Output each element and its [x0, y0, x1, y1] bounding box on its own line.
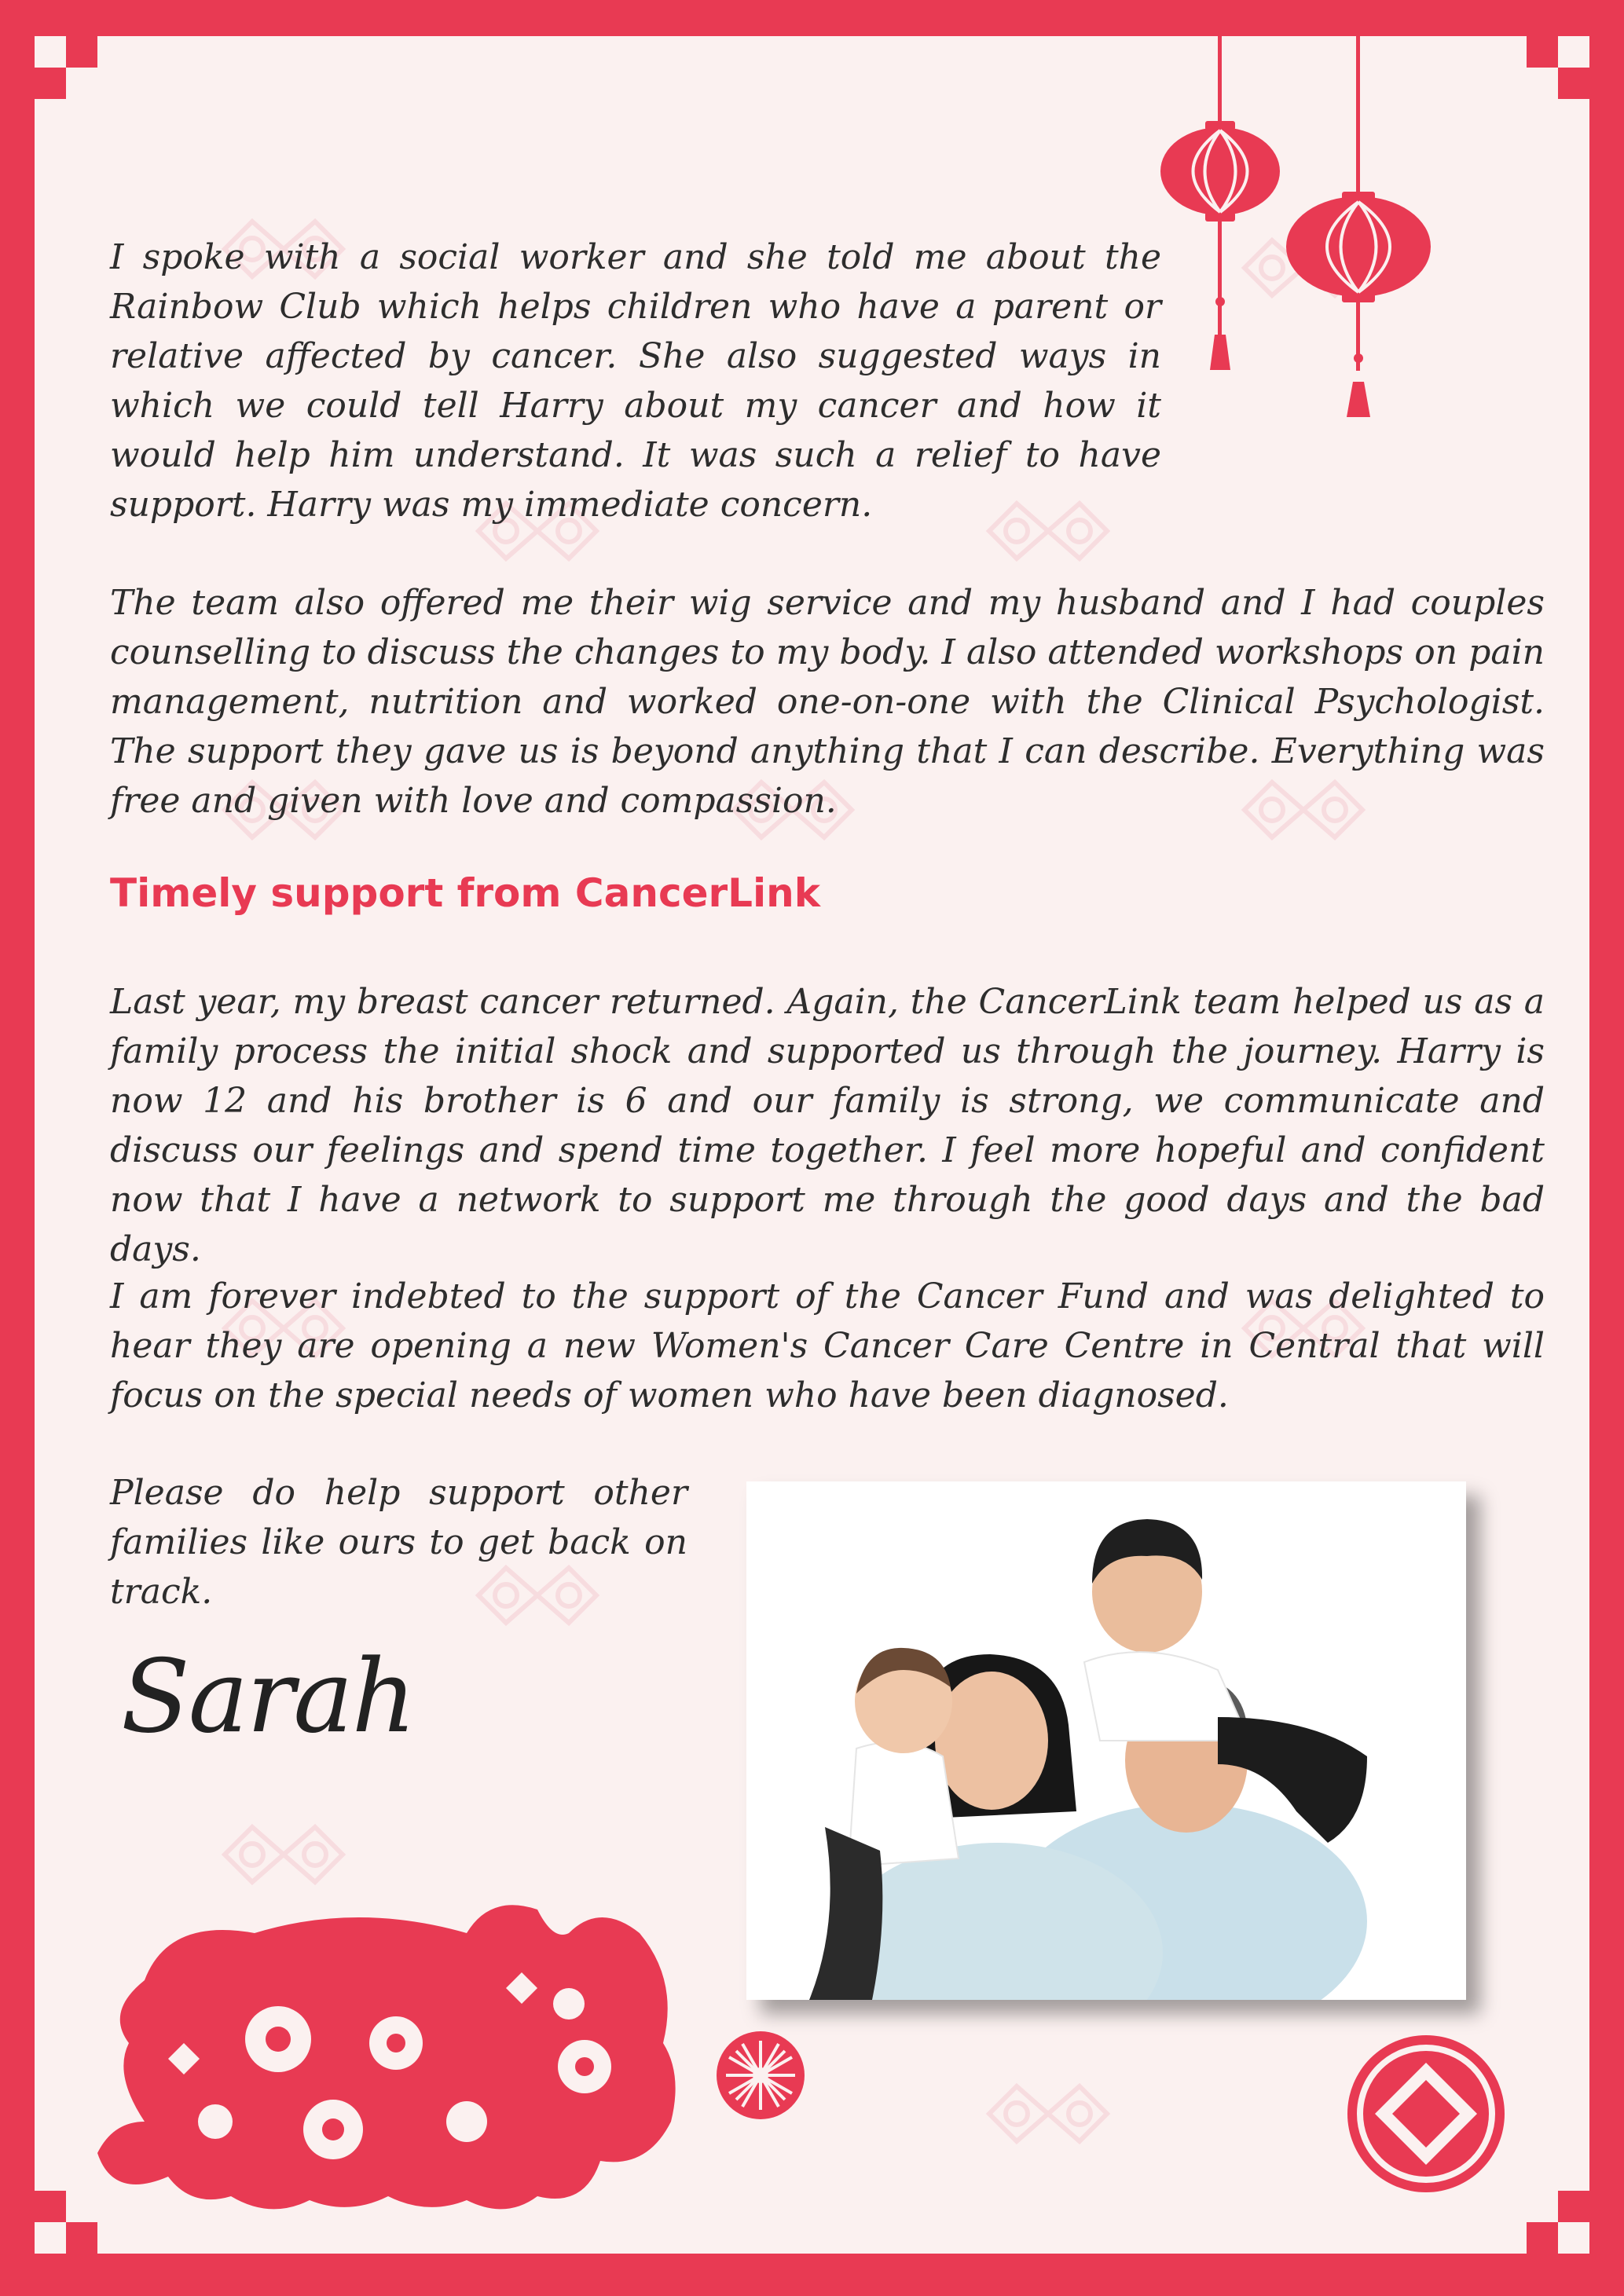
paragraph-cancer-returned: Last year, my breast cancer returned. Again, the CancerLink team helped us as a family process the initial shock and supported us through the journey. Harry is now 12 and his brother is 6 and our family is strong, we communicate and discuss our feelings and spend time together. I feel more hopeful and confident now that I have a network to support me through the good days and the bad days.	[110, 982, 1545, 1269]
letter-page	[35, 36, 1589, 2254]
paragraph-wig-service: The team also offered me their wig service and my husband and I had couples counselling to discuss the changes to my body. I also attended workshops on pain management, nutrition and worked one-on-one with the Clinical Psychologist. The support they gave us is beyond anything that I can describe. Everything was free and given with love and compassion.	[110, 583, 1545, 821]
signature: Sarah	[121, 1639, 415, 1756]
coin-icon	[1344, 2031, 1509, 2196]
paragraph-cancer-fund: I am forever indebted to the support of the Cancer Fund and was delighted to hear they are opening a new Women's Cancer Care Centre in Central that will focus on the special needs of women who have been diagnosed.	[110, 1276, 1545, 1415]
sun-burst-icon	[715, 2030, 806, 2121]
corner-ornament	[35, 2191, 97, 2254]
paragraph-social-worker: I spoke with a social worker and she told me about the Rainbow Club which helps children who have a parent or relative affected by cancer. She also suggested ways in which we could tell Harry about my cancer and how it would help him understand. It was such a relief to have support. Harry was my immediate concern.	[110, 237, 1161, 525]
corner-ornament	[1527, 2191, 1589, 2254]
corner-ornament	[1527, 36, 1589, 99]
hanging-lantern-icon	[1158, 36, 1488, 429]
family-photo	[746, 1481, 1466, 2000]
paper-cut-pig-icon	[97, 1886, 695, 2224]
family-photo-illustration	[746, 1481, 1466, 2000]
endless-knot-icon	[973, 2071, 1123, 2157]
section-heading: Timely support from CancerLink	[110, 870, 821, 916]
endless-knot-icon	[209, 1811, 358, 1898]
paragraph-call-to-action: Please do help support other families like ours to get back on track.	[110, 1473, 687, 1612]
corner-ornament	[35, 36, 97, 99]
